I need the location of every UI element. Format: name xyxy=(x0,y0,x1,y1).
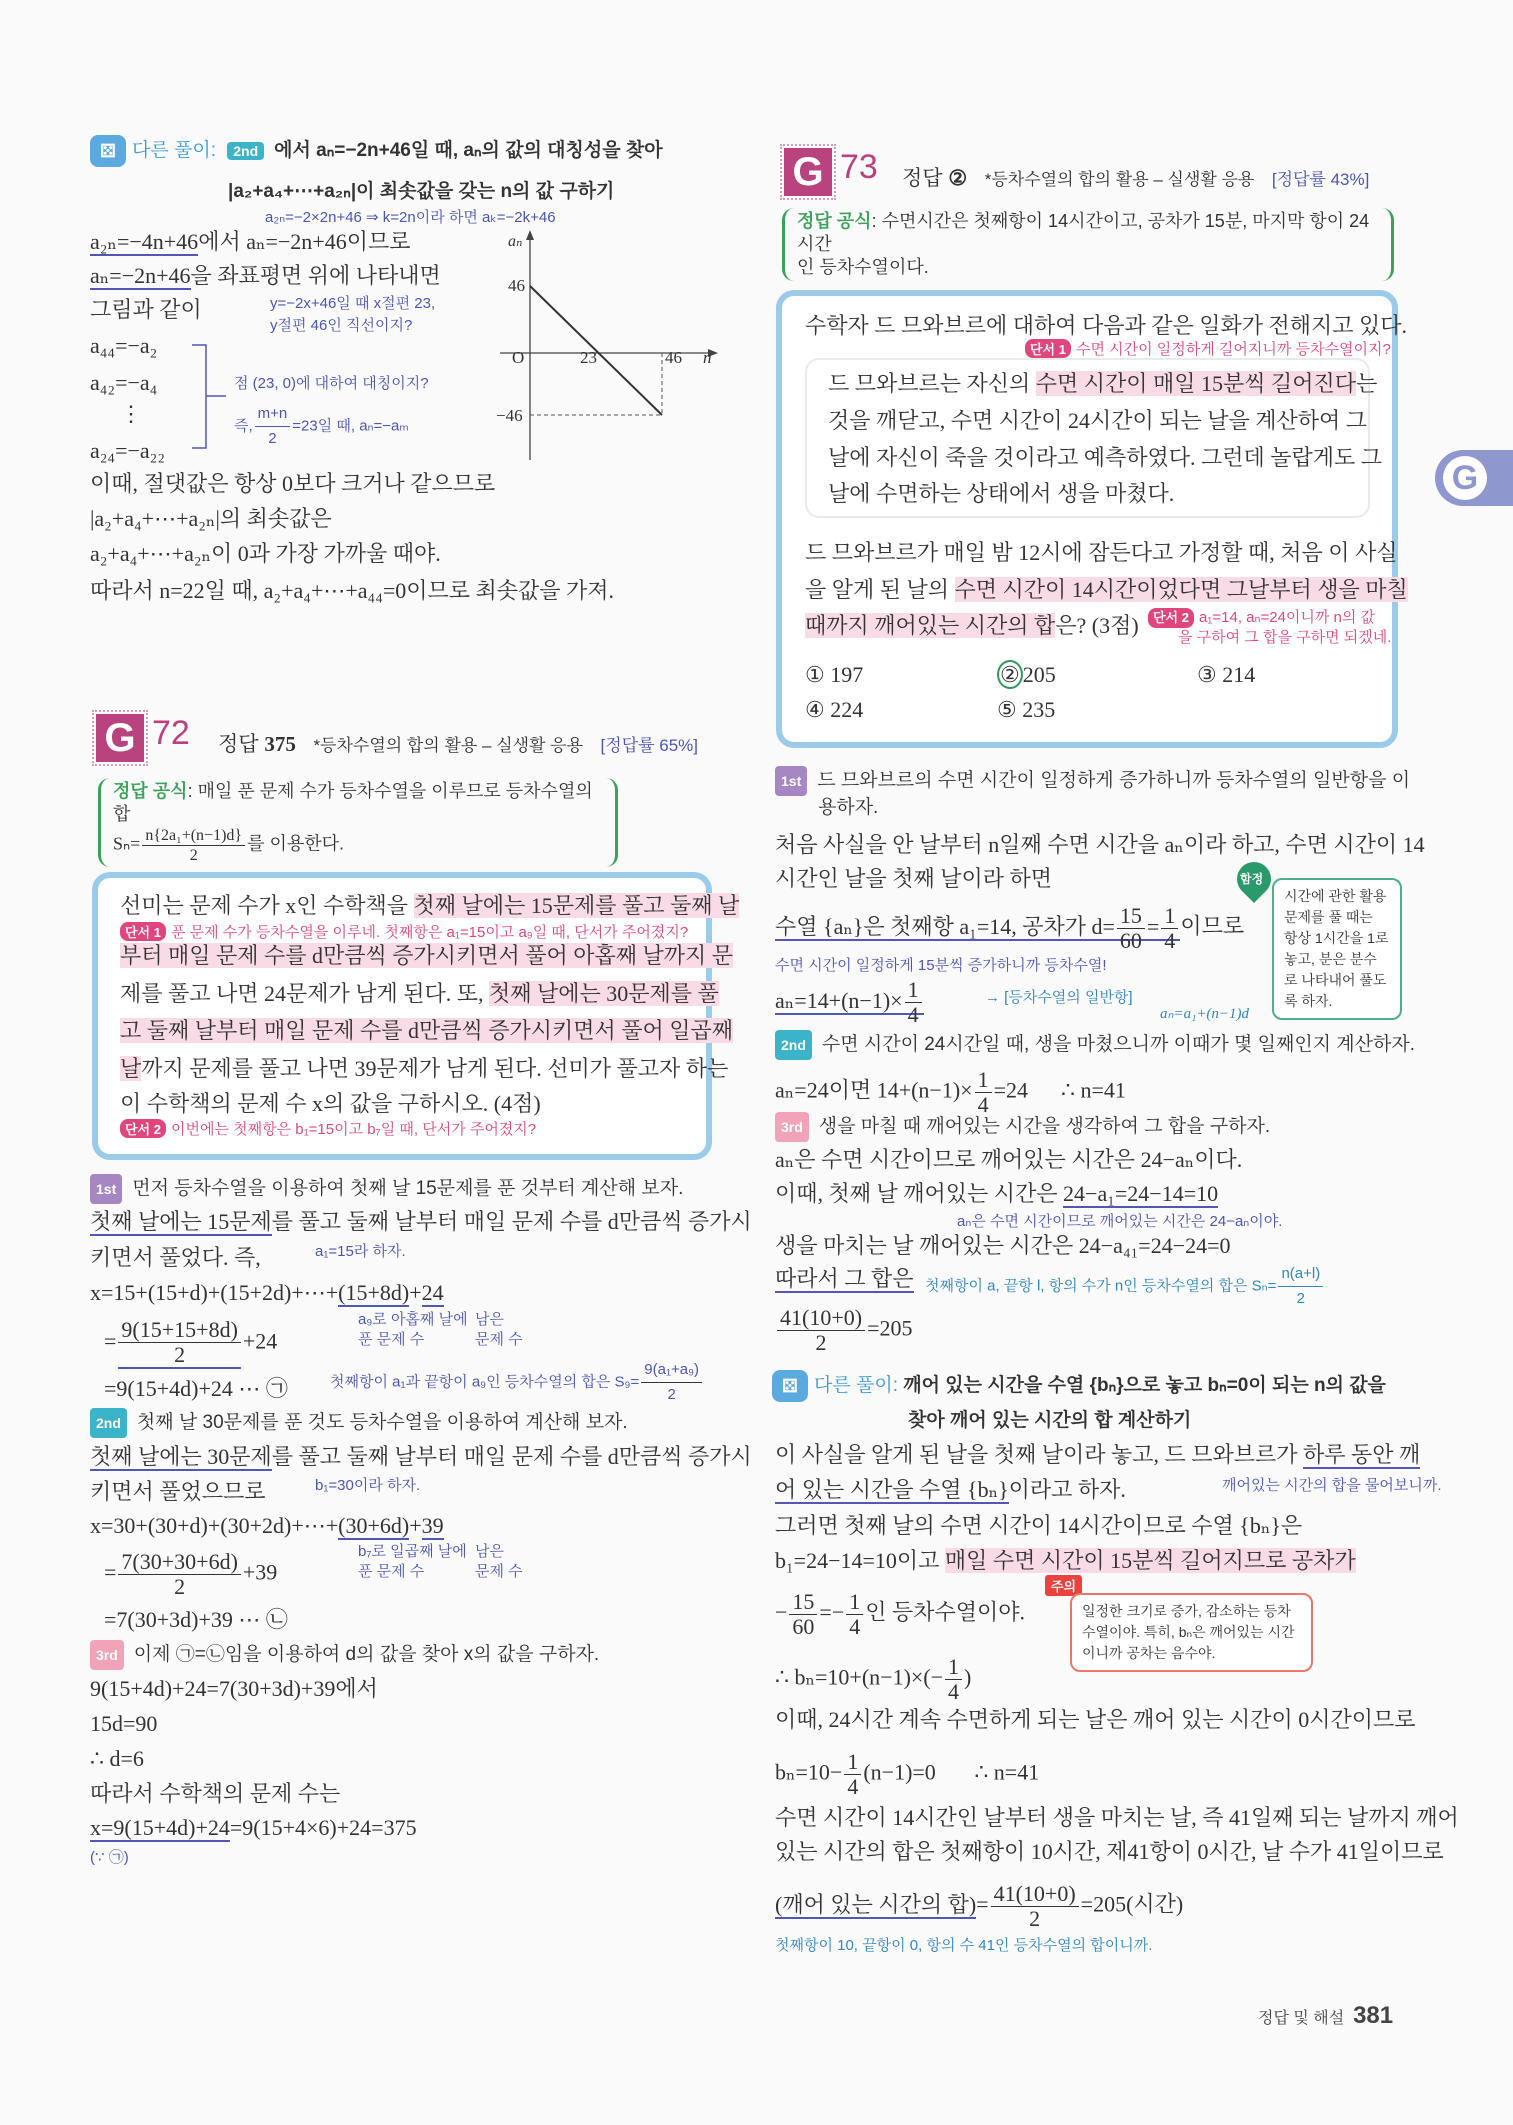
step-badge: 2nd xyxy=(227,142,264,160)
alt-solution-header: ⚄ 다른 풀이: 깨어 있는 시간을 수열 {bₙ}으로 놓고 bₙ=0이 되는 n의 값을 xyxy=(772,1370,1386,1402)
step-3: 3rd 이제 ㉠=㉡임을 이용하여 d의 값을 찾아 x의 값을 구하자. xyxy=(90,1640,599,1670)
problem-line: 고 둘째 날부터 매일 문제 수를 d만큼씩 증가시키면서 풀어 일곱째 xyxy=(120,1018,734,1043)
problem-line: 이 수학책의 문제 수 x의 값을 구하시오. (4점) xyxy=(120,1091,541,1116)
correct-answer-circle: ② xyxy=(997,660,1023,689)
origin-label: O xyxy=(512,348,525,367)
equation: =7(30+3d)+39 ⋯ ㉡ xyxy=(104,1607,288,1632)
annotation: 수면 시간이 일정하게 15분씩 증가하니까 등차수열! xyxy=(775,957,1107,974)
equation: = $\frac{7(30+30+6d)}{2}$ +39 xyxy=(104,1549,278,1599)
text-line: 첫째 날에는 30문제를 풀고 둘째 날부터 매일 문제 수를 d만큼씩 증가시 xyxy=(90,1444,752,1469)
equation: = $\frac{9(15+15+8d)}{2}$ +24 xyxy=(104,1317,278,1367)
symmetry-line: a₂₄=−a₂₂ xyxy=(90,438,166,463)
problem-line: 부터 매일 문제 수를 d만큼씩 증가시키면서 풀어 아홉째 날까지 문 xyxy=(120,943,734,968)
question-number: 72 xyxy=(152,714,190,752)
text-line: 그러면 첫째 날의 수면 시간이 14시간이므로 수열 {bₙ}은 xyxy=(775,1513,1303,1538)
annotation: 첫째항이 10, 끝항이 0, 항의 수 41인 등차수열의 합이니까. xyxy=(775,1937,1153,1954)
bracket-arrow xyxy=(190,340,230,455)
step-1: 1st 드 므와브르의 수면 시간이 일정하게 증가하니까 등차수열의 일반항을 이 xyxy=(775,766,1410,796)
step-2: 2nd 첫째 날 30문제를 푼 것도 등차수열을 이용하여 계산해 보자. xyxy=(90,1408,628,1438)
clue-2: 단서 2 이번에는 첫째항은 b₁=15이고 b₇일 때, 단서가 주어졌지? xyxy=(120,1118,536,1139)
page-number: 381 xyxy=(1353,2002,1394,2029)
text-line: 있는 시간의 합은 첫째항이 10시간, 제41항이 0시간, 날 수가 41일이므로 xyxy=(775,1839,1444,1864)
y-tick-top: 46 xyxy=(508,276,525,295)
clue-1: 단서 1 푼 문제 수가 등차수열을 이루네. 첫째항은 a₁=15이고 a₉일 때, 단서가 주어졌지? xyxy=(120,921,688,942)
chapter-tab-label: G xyxy=(1443,456,1487,500)
question-badge: G xyxy=(784,148,832,196)
annotation: → [등차수열의 일반항] xyxy=(985,989,1133,1006)
annotation: aₙ=a₁+(n−1)d xyxy=(1160,1006,1250,1022)
symmetry-line: a₄₄=−a₂ xyxy=(90,333,158,358)
text-line: |a₂+a₄+⋯+a₂ₙ|의 최솟값은 xyxy=(90,506,332,531)
step-1-cont: 용하자. xyxy=(818,797,879,818)
equation: 15d=90 xyxy=(90,1711,158,1736)
alt-solution-title-2: |a₂+a₄+⋯+a₂ₙ|이 최솟값을 갖는 n의 값 구하기 xyxy=(228,181,615,202)
text-line: 첫째 날에는 15문제를 풀고 둘째 날부터 매일 문제 수를 d만큼씩 증가시 xyxy=(90,1209,752,1234)
equation: 수열 {aₙ}은 첫째항 a₁=14, 공차가 d= $\frac{15}{60}$ = $\frac{1}{4}$ 이므로 xyxy=(775,903,1245,953)
choice-1[interactable]: ① 197 xyxy=(805,662,864,687)
equation: aₙ=14+(n−1)× $\frac{1}{4}$ xyxy=(775,978,924,1027)
story-line: 것을 깨닫고, 수면 시간이 24시간이 되는 날을 계산하여 그 xyxy=(828,408,1368,433)
y-axis-label: aₙ xyxy=(508,233,523,250)
warning-tip: 일정한 크기로 증가, 감소하는 등차수열이야. 특히, bₙ은 깨어있는 시간이니까 공차는 음수야. xyxy=(1070,1593,1313,1672)
text-line: a₂+a₄+⋯+a₂ₙ이 0과 가장 가까울 때야. xyxy=(90,541,441,566)
answer-formula: 정답 공식: 수면시간은 첫째항이 14시간이고, 공차가 15분, 마지막 항이 24시간 인 등차수열이다. xyxy=(782,208,1394,281)
x-tick-mid: 23 xyxy=(580,348,597,367)
dice-icon: ⚄ xyxy=(772,1370,808,1402)
x-tick-end: 46 xyxy=(665,348,682,367)
trap-label: 함정 xyxy=(1240,872,1264,886)
text-line: 시간인 날을 첫째 날이라 하면 xyxy=(775,866,1053,891)
clue-2: 단서 2 a₁=14, aₙ=24이니까 n의 값 을 구하여 그 합을 구하면 되겠네. xyxy=(1148,608,1391,648)
text-line: 생을 마치는 날 깨어있는 시간은 24−a₄₁=24−24=0 xyxy=(775,1233,1231,1258)
annotation: 즉, $\frac{m+n}{2}$ =23일 때, aₙ=−aₘ xyxy=(234,402,409,451)
equation: x=30+(30+d)+(30+2d)+⋯+(30+6d)+39 xyxy=(90,1513,444,1538)
annotation: b₁=30이라 하자. xyxy=(315,1477,421,1494)
symmetry-line: ⋮ xyxy=(120,401,142,426)
warning-label: 주의 xyxy=(1045,1575,1082,1596)
step-2: 2nd 수면 시간이 24시간일 때, 생을 마쳤으니까 이때가 몇 일째인지 계산하자. xyxy=(775,1030,1415,1060)
annotation: a₉로 아홉째 날에 푼 문제 수 xyxy=(358,1311,468,1348)
alt-solution-title-2: 찾아 깨어 있는 시간의 합 계산하기 xyxy=(908,1410,1192,1431)
story-line: 날에 수면하는 상태에서 생을 마쳤다. xyxy=(828,481,1175,506)
equation: ∴ bₙ=10+(n−1)×(− $\frac{1}{4}$ ) xyxy=(775,1654,972,1704)
symmetry-line: a₄₂=−a₄ xyxy=(90,370,158,395)
chapter-tab[interactable] xyxy=(1435,450,1513,506)
text-line: aₙ=−2n+46을 좌표평면 위에 나타내면 xyxy=(90,263,441,288)
equation: bₙ=10− $\frac{1}{4}$ (n−1)=0 ∴ n=41 xyxy=(775,1749,1040,1799)
step-3: 3rd 생을 마칠 때 깨어있는 시간을 생각하여 그 합을 구하자. xyxy=(775,1112,1270,1142)
answer-header: 정답 375 *등차수열의 합의 활용 – 실생활 응용 [정답률 65%] xyxy=(218,732,699,756)
choice-5[interactable]: ⑤ 235 xyxy=(997,697,1056,722)
annotation: y절편 46인 직선이지? xyxy=(270,317,413,334)
dice-icon: ⚄ xyxy=(90,135,126,167)
annotation: 점 (23, 0)에 대하여 대칭이지? xyxy=(234,375,429,392)
text-line: 키면서 풀었으므로 xyxy=(90,1479,266,1504)
story-line: 날에 자신이 죽을 것이라고 예측하였다. 그런데 놀랍게도 그 xyxy=(828,445,1383,470)
equation: ∴ d=6 xyxy=(90,1746,144,1771)
equation: aₙ=24이면 14+(n−1)× $\frac{1}{4}$ =24 ∴ n=41 xyxy=(775,1067,1126,1117)
text-line: 따라서 그 합은 xyxy=(775,1266,914,1291)
choice-3[interactable]: ③ 214 xyxy=(1197,662,1256,687)
step-1: 1st 먼저 등차수열을 이용하여 첫째 날 15문제를 푼 것부터 계산해 보자. xyxy=(90,1174,683,1204)
clue-1: 단서 1 수면 시간이 일정하게 길어지니까 등차수열이지? xyxy=(1025,338,1391,359)
equation: 9(15+4d)+24=7(30+3d)+39에서 xyxy=(90,1676,378,1701)
text-line: 이 사실을 알게 된 날을 첫째 날이라 놓고, 드 므와브르가 하루 동안 깨 xyxy=(775,1442,1421,1467)
text-line: aₙ은 수면 시간이므로 깨어있는 시간은 24−aₙ이다. xyxy=(775,1147,1243,1172)
question-number: 73 xyxy=(840,148,878,186)
annotation: a₂ₙ=−2×2n+46 ⇒ k=2n이라 하면 aₖ=−2k+46 xyxy=(265,209,556,226)
equation: − $\frac{15}{60}$ =− $\frac{1}{4}$ 인 등차수열이야. xyxy=(775,1589,1026,1639)
annotation: (∵ ㉠) xyxy=(90,1849,129,1866)
equation: x=9(15+4d)+24=9(15+4×6)+24=375 xyxy=(90,1815,417,1840)
problem-line: 때까지 깨어있는 시간의 합은? (3점) xyxy=(805,613,1139,638)
text-line: 수면 시간이 14시간인 날부터 생을 마치는 날, 즉 41일째 되는 날까지 깨어 xyxy=(775,1805,1459,1830)
equation: (깨어 있는 시간의 합)= $\frac{41(10+0)}{2}$ =205(시간) xyxy=(775,1881,1184,1931)
text-line: 이때, 절댓값은 항상 0보다 크거나 같으므로 xyxy=(90,471,496,496)
annotation: y=−2x+46일 때 x절편 23, xyxy=(270,295,436,312)
annotation: 남은 문제 수 xyxy=(475,1311,523,1348)
line-graph xyxy=(490,228,720,463)
text-line: 어 있는 시간을 수열 {bₙ}이라고 하자. xyxy=(775,1477,1126,1502)
text-line: 따라서 n=22일 때, a₂+a₄+⋯+a₄₄=0이므로 최솟값을 가져. xyxy=(90,578,615,603)
problem-line: 선미는 문제 수가 x인 수학책을 첫째 날에는 15문제를 풀고 둘째 날 xyxy=(120,893,740,918)
annotation: a₁=15라 하자. xyxy=(315,1243,406,1260)
text-line: a₂ₙ=−4n+46에서 aₙ=−2n+46이므로 xyxy=(90,229,411,254)
text-line: 이때, 24시간 계속 수면하게 되는 날은 깨어 있는 시간이 0시간이므로 xyxy=(775,1707,1416,1732)
choice-2[interactable]: ② 205 xyxy=(997,661,1056,689)
annotation: 남은 문제 수 xyxy=(475,1543,523,1580)
choice-4[interactable]: ④ 224 xyxy=(805,697,864,722)
equation: $\frac{41(10+0)}{2}$ =205 xyxy=(775,1306,912,1355)
text-line: 처음 사실을 안 날부터 n일째 수면 시간을 aₙ이라 하고, 수면 시간이 14 xyxy=(775,832,1425,857)
text-line: 키면서 풀었다. 즉, xyxy=(90,1245,261,1270)
answer-formula: 정답 공식: 매일 푼 문제 수가 등차수열을 이루므로 등차수열의 합 Sₙ= $\frac{\text{n\{2a₁+(n−1)d\}}}{2}$ 를 이용한다. xyxy=(98,778,618,867)
text-line: 이때, 첫째 날 깨어있는 시간은 24−a₁=24−14=10 xyxy=(775,1181,1219,1206)
x-axis-label: n xyxy=(703,348,712,367)
text-line: 따라서 수학책의 문제 수는 xyxy=(90,1781,341,1806)
annotation: 깨어있는 시간의 합을 물어보니까. xyxy=(1222,1477,1442,1494)
question-badge: G xyxy=(96,714,144,762)
equation: =9(15+4d)+24 ⋯ ㉠ xyxy=(104,1376,288,1401)
equation: x=15+(15+d)+(15+2d)+⋯+(15+8d)+24 xyxy=(90,1280,444,1305)
problem-line: 을 알게 된 날의 수면 시간이 14시간이었다면 그날부터 생을 마칠 xyxy=(805,577,1408,602)
y-tick-bottom: −46 xyxy=(496,406,523,425)
annotation: b₇로 일곱째 날에 푼 문제 수 xyxy=(358,1543,467,1580)
problem-line: 드 므와브르가 매일 밤 12시에 잠든다고 가정할 때, 처음 이 사실 xyxy=(805,540,1398,565)
text-line: 그림과 같이 xyxy=(90,297,202,322)
text-line: b₁=24−14=10이고 매일 수면 시간이 15분씩 길어지므로 공차가 xyxy=(775,1548,1356,1573)
trap-tip: 시간에 관한 활용 문제를 풀 때는 항상 1시간을 1로 놓고, 분은 분수로 나타내어 풀도록 하자. xyxy=(1272,878,1402,1020)
annotation: 첫째항이 a, 끝항 l, 항의 수가 n인 등차수열의 합은 Sₙ= $\frac{n(a+l)}{2}$ xyxy=(925,1262,1325,1311)
problem-line: 수학자 드 므와브르에 대하여 다음과 같은 일화가 전해지고 있다. xyxy=(805,313,1408,338)
y-axis-arrow xyxy=(526,230,534,240)
story-line: 드 므와브르는 자신의 수면 시간이 매일 15분씩 길어진다는 xyxy=(828,371,1378,396)
annotation: aₙ은 수면 시간이므로 깨어있는 시간은 24−aₙ이야. xyxy=(957,1213,1283,1230)
problem-line: 날까지 문제를 풀고 나면 39문제가 남게 된다. 선미가 풀고자 하는 xyxy=(120,1056,729,1081)
answer-header: 정답 ② *등차수열의 합의 활용 – 실생활 응용 [정답률 43%] xyxy=(902,166,1370,190)
alt-solution-header: ⚄ 다른 풀이: 2nd 에서 aₙ=−2n+46일 때, aₙ의 값의 대칭성을 찾아 xyxy=(90,135,663,167)
page-footer: 정답 및 해설 381 xyxy=(1258,2002,1394,2029)
annotation: 첫째항이 a₁과 끝항이 a₉인 등차수열의 합은 S₉= $\frac{\text{9(a₁+a₉)}}{2}$ xyxy=(330,1358,704,1407)
problem-line: 제를 풀고 나면 24문제가 남게 된다. 또, 첫째 날에는 30문제를 풀 xyxy=(120,981,719,1006)
